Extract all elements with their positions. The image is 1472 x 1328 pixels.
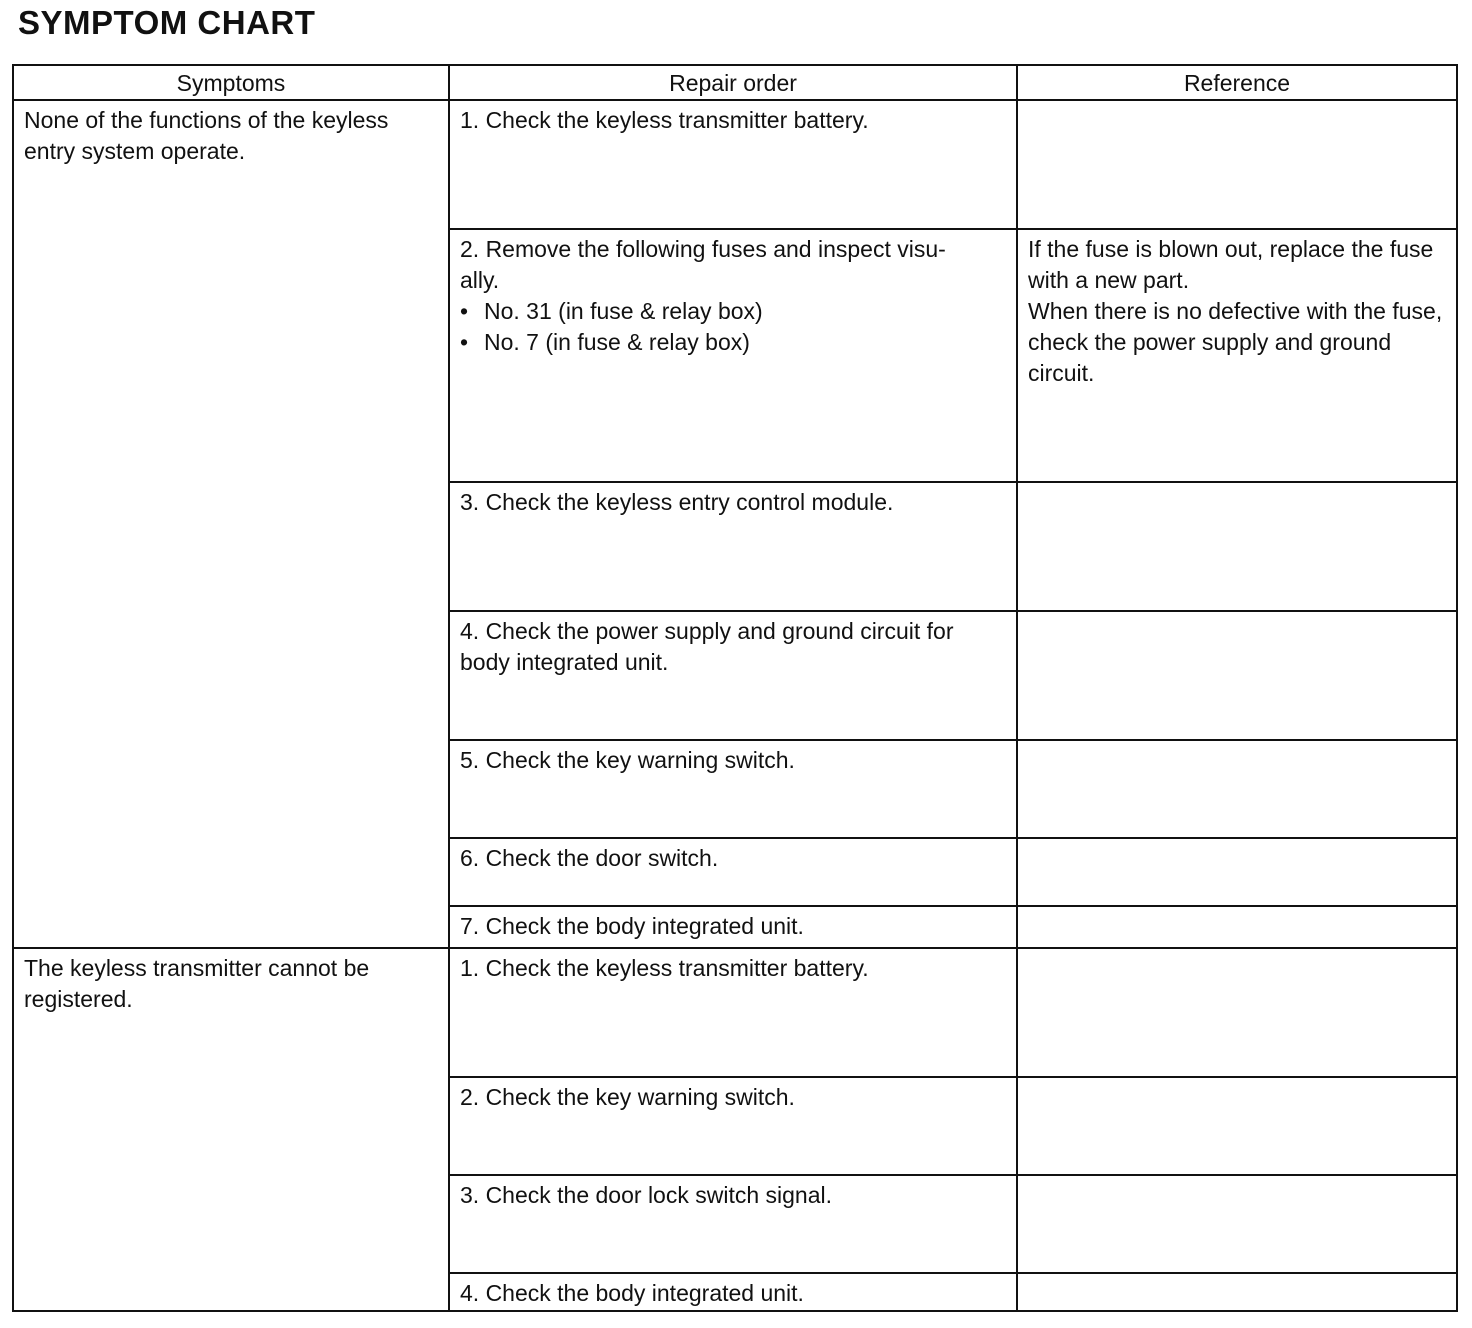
header-row — [13, 65, 1457, 100]
repair-step-text: 4. Check the body integrated unit. — [460, 1280, 804, 1306]
reference-cell — [1017, 948, 1457, 1077]
symptom-cell: None of the functions of the keyless entry system operate. — [13, 100, 449, 948]
reference-cell — [1017, 482, 1457, 611]
repair-step-text: 2. Check the key warning switch. — [460, 1084, 795, 1110]
repair-step-text: 3. Check the door lock switch signal. — [460, 1182, 833, 1208]
fuse-list — [460, 296, 1006, 358]
symptom-cell: The keyless transmitter cannot be registered. — [13, 948, 449, 1311]
repair-step-cell — [449, 1273, 1017, 1311]
reference-cell — [1017, 100, 1457, 229]
header-repair-order: Repair order — [449, 65, 1017, 100]
reference-cell — [1017, 838, 1457, 906]
reference-cell — [1017, 1077, 1457, 1175]
table-row — [13, 100, 1457, 229]
repair-step-cell — [449, 611, 1017, 740]
repair-step-cell — [449, 906, 1017, 948]
repair-step-cell — [449, 229, 1017, 482]
repair-step-cell — [449, 1175, 1017, 1273]
repair-step-text: 1. Check the keyless transmitter battery. — [460, 955, 869, 981]
reference-cell — [1017, 1273, 1457, 1311]
repair-step-cell — [449, 1077, 1017, 1175]
repair-step-cell — [449, 740, 1017, 838]
fuse-list-item: • No. 31 (in fuse & relay box) — [460, 296, 1006, 327]
table-row — [13, 948, 1457, 1077]
repair-step-cell — [449, 482, 1017, 611]
repair-step-text: 4. Check the power supply and ground circuit for body integrated unit. — [460, 618, 960, 675]
reference-cell — [1017, 740, 1457, 838]
header-symptoms: Symptoms — [13, 65, 449, 100]
repair-step-text: 7. Check the body integrated unit. — [460, 913, 804, 939]
repair-step-text: 3. Check the keyless entry control module. — [460, 489, 894, 515]
reference-cell — [1017, 906, 1457, 948]
fuse-list-item: • No. 7 (in fuse & relay box) — [460, 327, 1006, 358]
repair-step-text: 5. Check the key warning switch. — [460, 747, 795, 773]
page-title: SYMPTOM CHART — [18, 4, 316, 41]
reference-cell: If the fuse is blown out, replace the fuse with a new part. When there is no defective with the fuse, check the power supply and ground circuit. — [1017, 229, 1457, 482]
repair-step-text: 1. Check the keyless transmitter battery. — [460, 107, 869, 133]
reference-cell — [1017, 611, 1457, 740]
chart-body — [13, 100, 1457, 1311]
repair-step-cell — [449, 838, 1017, 906]
symptom-chart-table — [12, 64, 1458, 1312]
repair-step-cell — [449, 100, 1017, 229]
reference-cell — [1017, 1175, 1457, 1273]
repair-step-text: 6. Check the door switch. — [460, 845, 719, 871]
repair-step-text: 2. Remove the following fuses and inspect visu- ally. — [460, 236, 946, 293]
header-reference: Reference — [1017, 65, 1457, 100]
repair-step-cell — [449, 948, 1017, 1077]
